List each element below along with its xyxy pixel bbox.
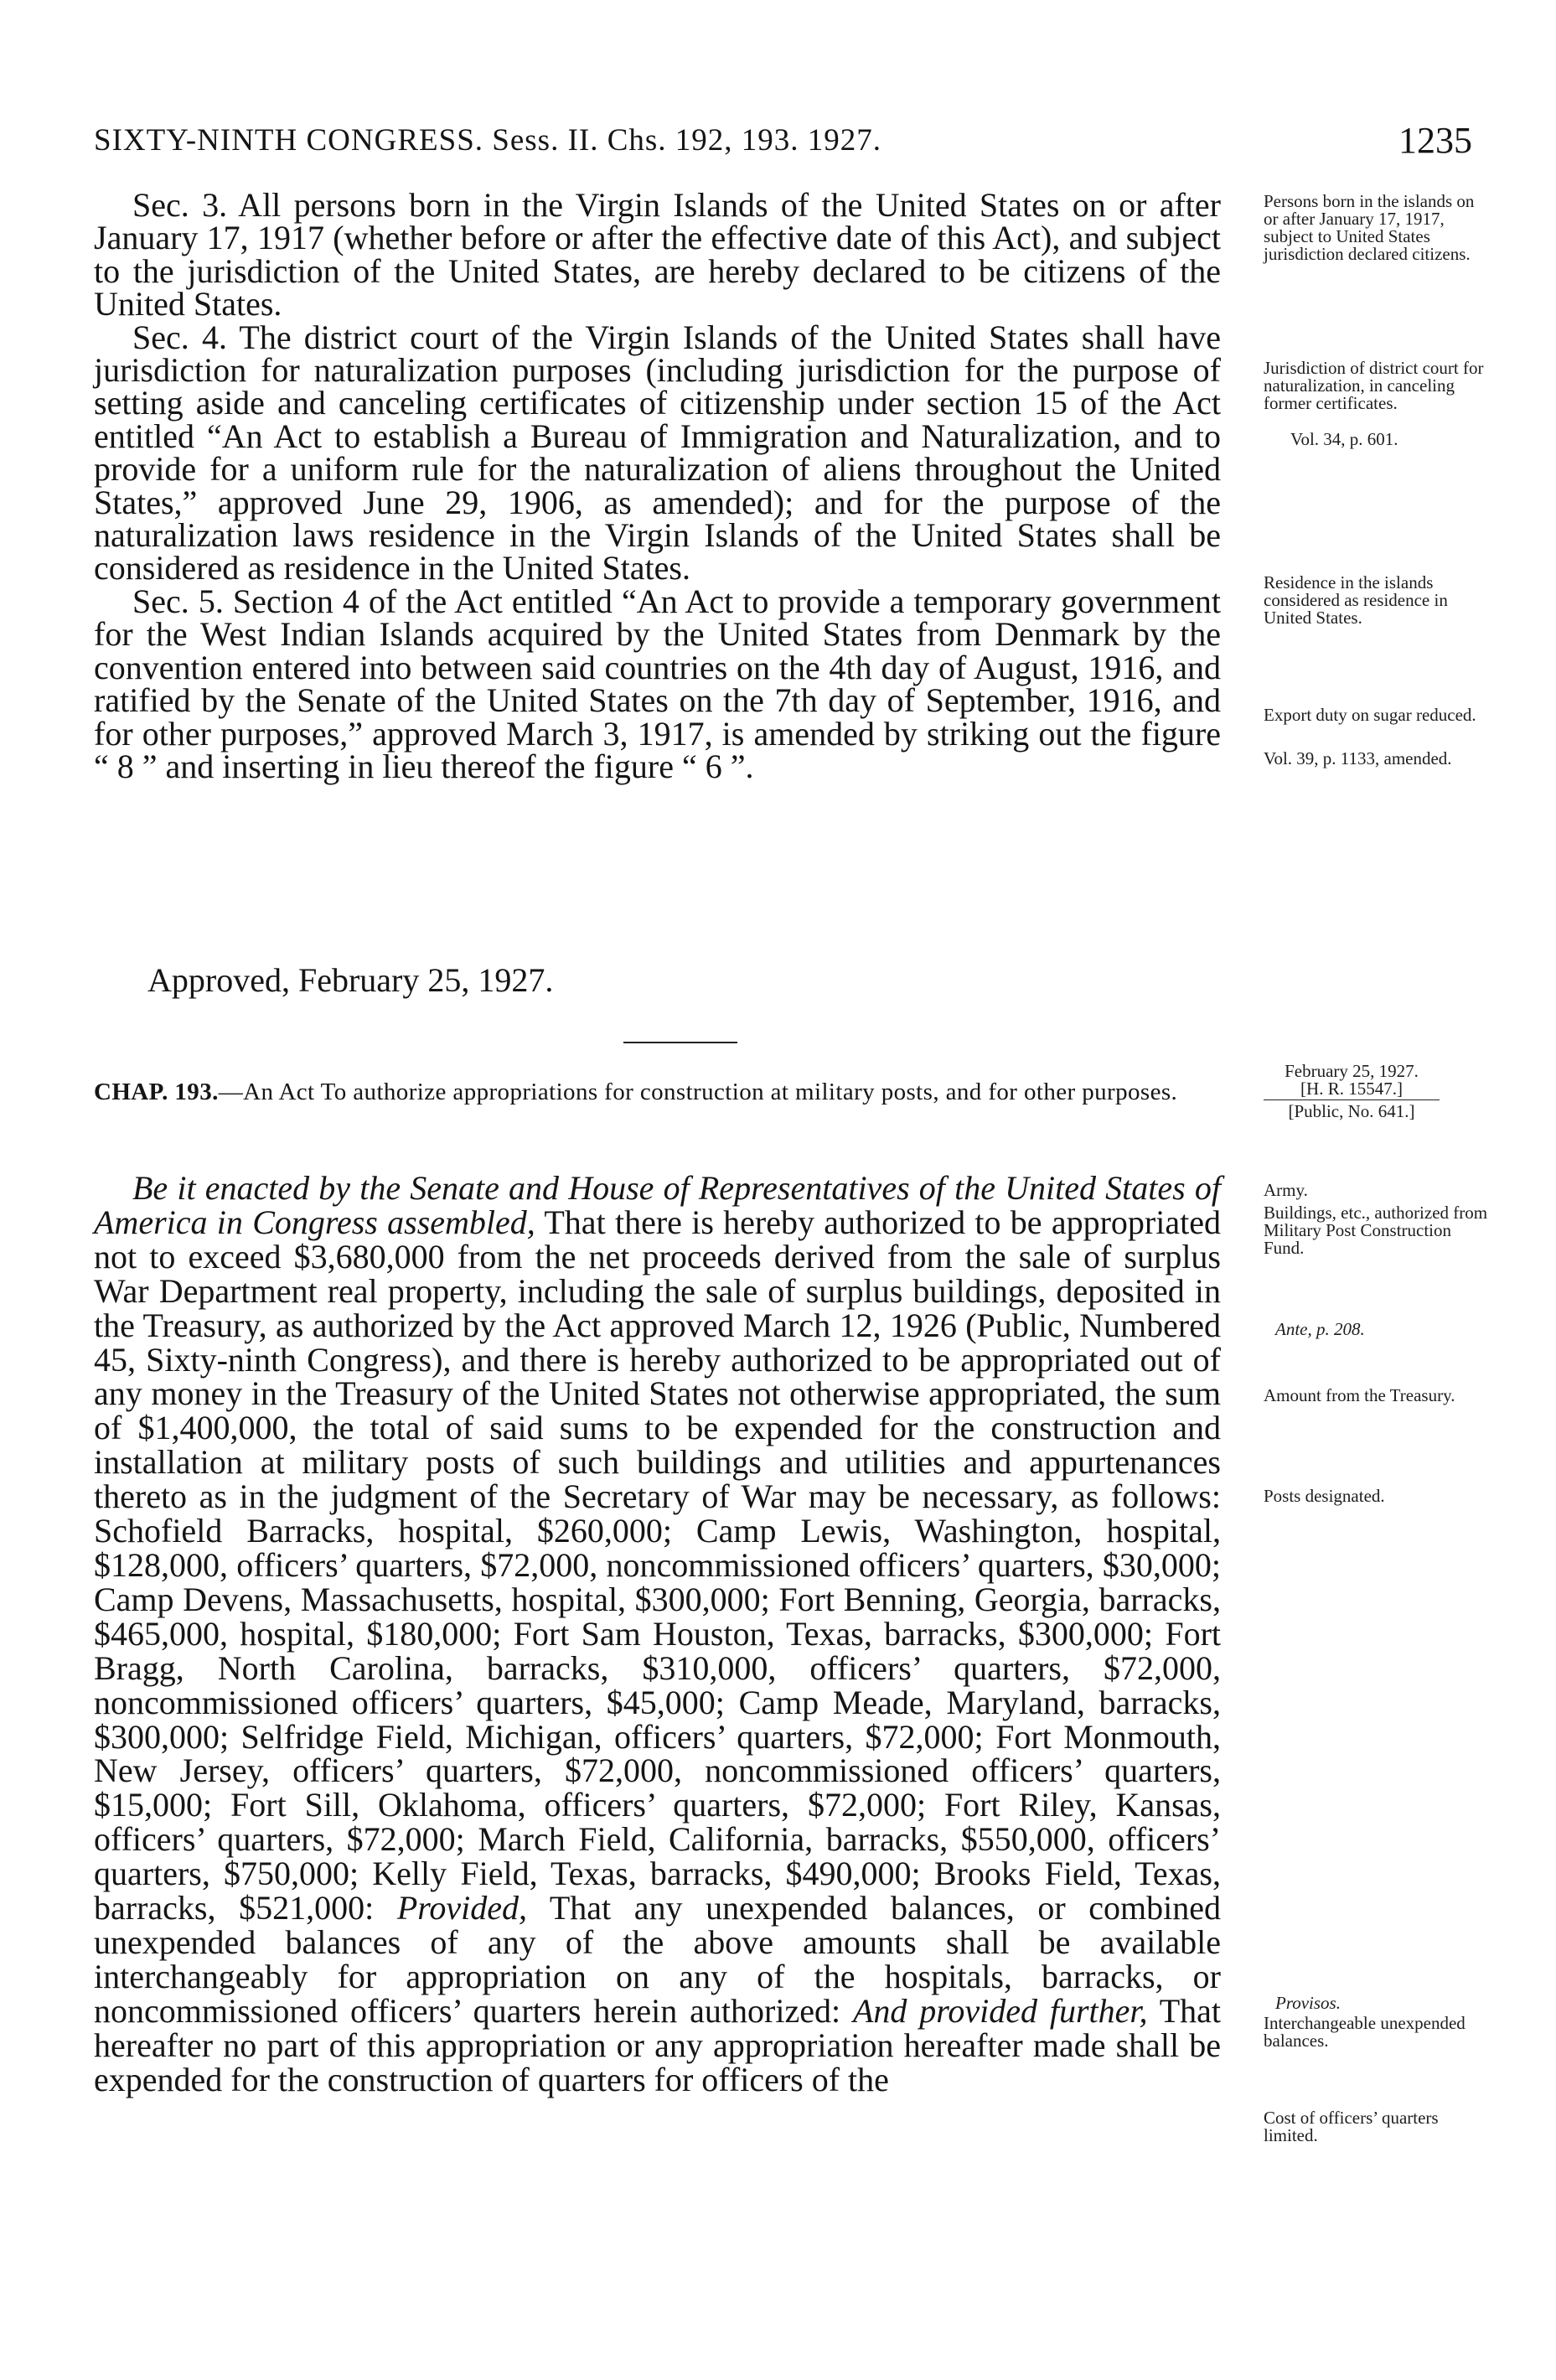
proviso-text: That any unexpended balances, or combined unexpended balances of any of the above amounts shall be available interchangeably for appropriation on any of the hospitals, barracks, or noncommissioned officers’ quarters herein authorized: <box>94 1889 1221 2030</box>
running-head-text: SIXTY-NINTH CONGRESS. Sess. II. Chs. 192, 193. 1927. <box>94 123 882 158</box>
section-5: Sec. 5. Section 4 of the Act entitled “An Act to provide a temporary government for the West Indian Islands acquired by the United States from Denmark by the convention entered into between said countries on the 4th day of August, 1916, and ratified by the Senate of the United States on the 7th day of September, 1916, and for other purposes,” approved March 3, 1917, is amended by striking out the figure “ 8 ” and inserting in lieu thereof the figure “ 6 ”. <box>94 582 1221 785</box>
running-head <box>94 116 1472 166</box>
margin-note-cost-quarters: Cost of officers’ quarters limited. <box>1264 2108 1439 2145</box>
proviso-further-text: That hereafter no part of this appropriation or any appropriation hereafter made shall be expended for the construction of quarters for officers of the <box>94 1991 1222 2098</box>
margin-note-export-duty: Export duty on sugar reduced. <box>1264 705 1476 725</box>
margin-note-buildings: Buildings, etc., authorized from Military Post Construction Fund. <box>1264 1203 1488 1258</box>
chapter-divider <box>623 1042 737 1043</box>
margin-note-amount: Amount from the Treasury. <box>1264 1385 1455 1405</box>
margin-note-persons-born: Persons born in the islands on or after January 17, 1917, subject to United States jurisdiction declared citizens. <box>1264 191 1475 264</box>
chapter-193-title <box>94 1076 1221 1108</box>
proviso-further-label: And provided further, <box>852 1991 1148 2030</box>
margin-note-public: [Public, No. 641.] <box>1288 1101 1415 1121</box>
appropriation-body: That there is hereby authorized to be appropriated not to exceed $3,680,000 from the net proceeds derived from the sale of surplus War Department real property, including the sale of surplus buildings, deposited in the Treasury, as authorized by the Act approved March 12, 1926 (Public, Numbered 45, Sixty-ninth Congress), and there is hereby authorized to be appropriated out of any money in the Treasury of the United States not otherwise appropriated, the sum of $1,400,000, the total of said sums to be expended for the construction and installation at military posts of such buildings and utilities and appurtenances thereto as in the judgment of the Secretary of War may be necessary, as follows: Schofield Barracks, hospital, $260,000; Camp Lewis, Washington, hospital, $128,000, officers’ quarters, $72,000, noncommissioned officers’ quarters, $30,000; Camp Devens, Massachusetts, hospital, $300,000; Fort Benning, Georgia, barracks, $465,000, hospital, $180,000; Fort Sam Houston, Texas, barracks, $300,000; Fort Bragg, North Carolina, barracks, $310,000, officers’ quarters, $72,000, noncommissioned officers’ quarters, $45,000; Camp Meade, Maryland, barracks, $300,000; Selfridge Field, Michigan, officers’ quarters, $72,000; Fort Monmouth, New Jersey, officers’ quarters, $72,000, noncommissioned officers’ quarters, $15,000; Fort Sill, Oklahoma, officers’ quarters, $72,000; Fort Riley, Kansas, officers’ quarters, $72,000; March Field, California, barracks, $550,000, officers’ quarters, $750,000; Kelly Field, Texas, barracks, $490,000; Brooks Field, Texas, barracks, $521,000: <box>94 1203 1221 1927</box>
approval-date: Approved, February 25, 1927. <box>147 961 554 999</box>
margin-note-army: Army. <box>1264 1180 1308 1200</box>
section-3: Sec. 3. All persons born in the Virgin Islands of the United States on or after January 17, 1917 (whether before or after the effective date of this Act), and subject to the jurisdiction of the United States, are hereby declared to be citizens of the United States. <box>94 186 1221 323</box>
margin-note-date: February 25, 1927. <box>1285 1061 1419 1081</box>
margin-note-enactment-block <box>1264 1063 1440 1120</box>
margin-note-interchangeable: Interchangeable unexpended balances. <box>1264 2013 1466 2051</box>
section-4: Sec. 4. The district court of the Virgin Islands of the United States shall have jurisdiction for naturalization purposes (including jurisdiction for the purpose of setting aside and canceling certificates of citizenship under section 15 of the Act entitled “An Act to establish a Bureau of Immigration and Naturalization, and to provide for a uniform rule for the naturalization of aliens throughout the United States,” approved June 29, 1906, as amended); and for the purpose of the naturalization laws residence in the Virgin Islands of the United States shall be considered as residence in the United States. <box>94 318 1221 587</box>
margin-note-provisos: Provisos. <box>1275 1993 1341 2013</box>
margin-note-posts: Posts designated. <box>1264 1486 1385 1506</box>
margin-note-residence: Residence in the islands considered as residence in United States. <box>1264 572 1448 628</box>
chapter-label: CHAP. 193. <box>94 1079 219 1105</box>
chapter-193-text <box>94 1169 1222 2098</box>
margin-note-ante: Ante, p. 208. <box>1275 1319 1365 1339</box>
chapter-title: —An Act To authorize appropriations for construction at military posts, and for other purposes. <box>218 1079 1178 1105</box>
margin-note-jurisdiction: Jurisdiction of district court for naturalization, in canceling former certificates. <box>1264 358 1484 413</box>
margin-note-vol39: Vol. 39, p. 1133, amended. <box>1264 748 1452 768</box>
proviso-label: Provided, <box>396 1889 527 1927</box>
chapter-192-text <box>94 186 1221 785</box>
margin-note-vol34: Vol. 34, p. 601. <box>1290 429 1398 449</box>
enacting-clause: Be it enacted by the Senate and House of Representatives of the United States of America in Congress assembled, <box>94 1169 1221 1241</box>
margin-note-bill: [H. R. 15547.] <box>1264 1080 1440 1100</box>
page-number: 1235 <box>1398 120 1472 161</box>
enacting-paragraph <box>94 1169 1222 2098</box>
